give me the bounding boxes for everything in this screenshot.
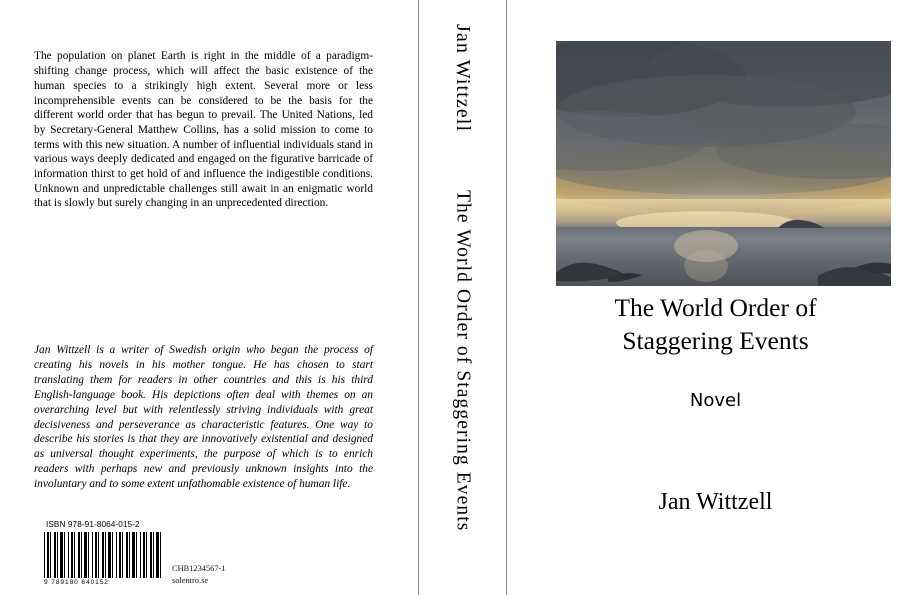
imprint-block [172,563,226,587]
cover-photograph [556,41,891,286]
back-cover [0,0,418,595]
barcode-icon [44,532,164,578]
spine-title: The World Order of Staggering Events [452,190,474,532]
front-cover-title-line1: The World Order of [614,293,817,322]
spine-inner [419,0,506,595]
author-biography: Jan Wittzell is a writer of Swedish origin who began the process of creating his novels in his mother tongue. He has chosen to start translating them for readers in other countries and this is his third English-language book. His depictions often deal with themes on an overarching level but with relentlessly striving individuals with great decisiveness and perseverance as characteristic features. One way to describe his stories is that they are innovatively existential and designed as universal thought experiments, the purpose of which is to enrich readers with perhaps new and previously unknown insights into the involuntary and to some extent unfathomable existence of human life. [34,344,373,490]
isbn-label: ISBN 978-91-8064-015-2 [46,520,140,529]
spine-author: Jan Wittzell [452,24,474,133]
front-cover-subtitle: Novel [689,390,742,411]
order-code: CHB1234567-1 [172,564,226,573]
front-cover-title-line2: Staggering Events [622,325,809,355]
front-cover [507,0,924,595]
isbn-barcode-block [44,520,170,586]
publisher-site: solentro.se [172,576,209,586]
book-spine [419,0,506,595]
back-cover-blurb: The population on planet Earth is right in the middle of a paradigm-shifting change process, which will affect the basic existence of the human species to a strikingly high extent. Several more or less incomprehensible events can be considered to be the basis for the different world order that has begun to prevail. The United Nations, led by Secretary-General Matthew Collins, has a solid mission to come to terms with this new situation. A number of influential individuals stand in various ways deeply dedicated and engaged on the figurative barricade of information thirst to get hold of and influence the indigestible conditions. Unknown and unpredictable challenges still await in an enigmatic world that is slowly but surely changing in an unprecedented direction. [34,50,373,210]
front-cover-title [507,292,924,357]
barcode-digits: 9 789180 640152 [44,579,109,586]
front-cover-author: Jan Wittzell [658,489,773,515]
